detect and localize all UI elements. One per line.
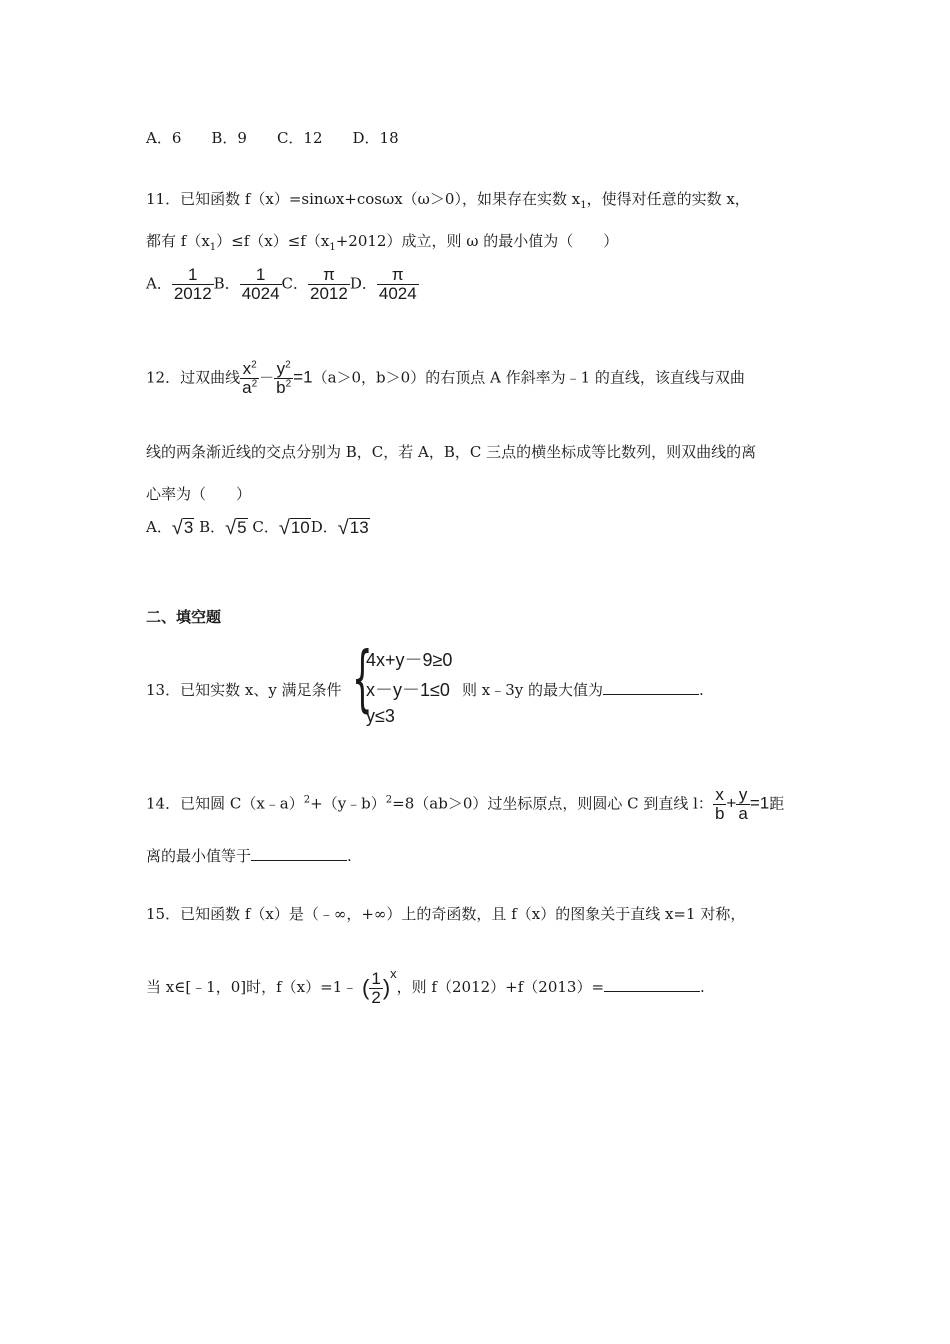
q12-x: x [242,359,252,378]
answer-blank[interactable] [603,680,699,695]
q11-opt-b-num: 1 [255,265,266,284]
q12-opt-b-val: 5 [237,518,247,538]
q11-opt-d-den: 4024 [378,283,417,303]
q15-line1: 15．已知函数 f（x）是（﹣∞，+∞）上的奇函数，且 f（x）的图象关于直线 x=1 对称， [146,905,746,923]
q11-line1 [146,188,750,211]
q12-exp: 2 [251,378,258,390]
q11-opt-a-frac [172,266,214,303]
q11-opt-c-num: π [323,265,335,284]
q15-half-den: 2 [371,987,381,1007]
q12-opt-c-val: 10 [290,518,310,538]
q12-line3: 心率为（ ） [146,485,252,503]
q11-options [146,266,419,303]
q12-suffix: （a＞0，b＞0）的右顶点 A 作斜率为﹣1 的直线，该直线与双曲 [312,368,745,387]
q11-opt-d-num: π [391,265,404,284]
q15-paren-open: ( [362,975,370,1000]
sqrt-icon: √ 3 [171,517,194,539]
q14-line2 [146,845,352,866]
q11-opt-b-label: B． [213,274,240,293]
q12-frac-x [240,360,259,397]
q11-opt-d-frac [377,266,419,303]
q11-opt-c-den: 2012 [310,283,348,303]
q12-prefix: 12．过双曲线 [146,368,241,387]
q14-frac-x [713,786,726,823]
q11-opt-b-den: 4024 [241,283,280,303]
q12-opt-c-label: C． [252,518,279,536]
q14-fy-den: a [738,803,748,823]
q14-line1 [146,786,784,823]
q15-line2-b: ，则 f（2012）+f（2013）= [396,978,605,996]
q13-suffix [462,679,704,700]
q12-opt-d-label: D． [310,518,338,536]
q14-fx-num: x [715,785,724,804]
q14-line2-text: 离的最小值等于 [146,847,252,865]
q14-end: . [347,847,352,865]
q14-sup1: 2 [303,794,311,806]
q13-end: . [699,681,704,699]
q12-opt-b-label: B． [199,518,226,536]
q14-eq: =1 [749,793,770,813]
q12-y: y [276,359,286,378]
q15-line2 [146,966,705,1006]
q15-end: . [700,978,705,996]
q13-cond3: y≤3 [366,706,395,726]
q12-opt-a-label: A． [146,518,172,536]
sqrt-icon: √ 13 [337,517,369,539]
brace-icon: { [352,636,373,720]
q12-opt-a-val: 3 [183,518,194,538]
q12-opt-d-val: 13 [349,518,369,538]
q12-line2: 线的两条渐近线的交点分别为 B，C，若 A，B，C 三点的横坐标成等比数列，则双曲线的离 [146,443,757,461]
q11-text-a: 11．已知函数 f（x）=sinωx+cosωx（ω＞0），如果存在实数 x [146,190,581,208]
sqrt-icon: √ 5 [225,517,247,539]
q12-frac-y [274,360,293,397]
answer-blank[interactable] [251,846,347,861]
q13-prefix: 13．已知实数 x、y 满足条件 [146,681,342,699]
q13-suffix-text: 则 x﹣3y 的最大值为 [462,681,604,699]
section-heading: 二、填空题 [146,608,222,626]
q13-cond1: 4x+y－9≥0 [366,650,453,670]
q11-line2-sub2: 1 [329,242,336,253]
q12-frac-x-num [241,360,259,378]
q11-line2-b: ）≤f（x）≤f（x [216,232,330,250]
q11-opt-a-num: 1 [188,265,198,284]
answer-blank[interactable] [604,977,700,992]
q11-opt-d-label: D． [349,274,377,293]
q12-b: b [276,377,286,397]
q11-opt-c-label: C． [281,274,309,293]
q14-fy-num: y [738,785,748,804]
q11-opt-c-frac [308,266,350,303]
q13-cond2: x－y－1≤0 [366,680,450,700]
q14-tail: 距 [769,794,785,813]
q14-plus: + [726,793,737,813]
q15-half-num: 1 [371,968,381,988]
q12-eq: =1 [293,367,313,387]
q15-exp: x [390,966,397,981]
q12-exp: 2 [285,359,291,371]
q11-text-b: ，使得对任意的实数 x， [586,190,750,208]
q12-a: a [242,377,252,397]
q14-frac-y [736,786,749,823]
q11-opt-a-label: A． [146,274,172,293]
q11-line2-a: 都有 f（x [146,232,210,250]
q12-options [146,516,370,538]
q15-line2-a: 当 x∈[﹣1，0]时，f（x）=1﹣ [146,978,358,996]
q12-minus: － [259,369,275,387]
q12-frac-y-num [275,360,293,378]
q11-line2 [146,230,618,253]
q12-line1 [146,360,745,397]
q11-opt-b-frac [240,266,282,303]
q12-frac-y-den [274,379,293,397]
q11-line2-c: +2012）成立，则 ω 的最小值为（ ） [335,232,619,250]
q12-frac-x-den [240,379,259,397]
q15-paren-close: ) [382,975,391,1000]
q11-line2-sub1: 1 [209,242,217,253]
q14-part2: +（y﹣b） [310,794,386,813]
q14-fx-den: b [714,803,725,823]
q14-part1: 14．已知圆 C（x﹣a） [146,794,304,813]
q11-sub: 1 [580,200,587,211]
q11-opt-a-den: 2012 [173,283,212,303]
q14-part3: =8（ab＞0）过坐标原点，则圆心 C 到直线 l： [392,794,713,813]
q15-frac-half [369,970,382,1007]
q14-sup2: 2 [385,794,393,806]
sqrt-icon: √ 10 [278,517,310,539]
q10-options: A．6 B．9 C．12 D．18 [146,129,399,147]
q12-exp: 2 [251,359,257,371]
q12-exp: 2 [285,378,292,390]
